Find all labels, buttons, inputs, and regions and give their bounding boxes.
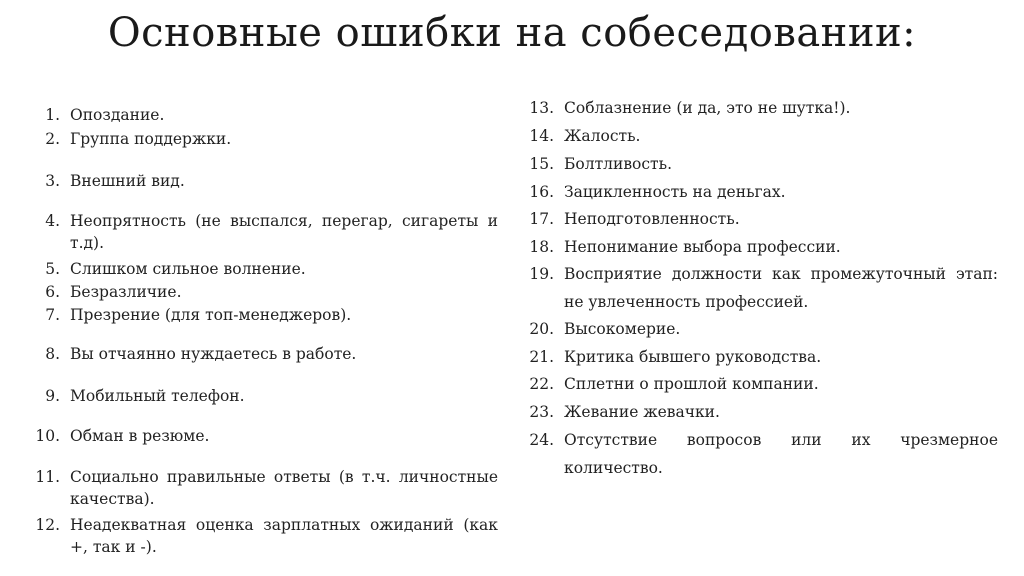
list-item (522, 426, 998, 482)
item-number: 14. (529, 127, 554, 145)
item-text: Внешний вид. (70, 172, 185, 190)
item-text: Высокомерие. (564, 320, 681, 338)
item-text: Критика бывшего руководства. (564, 348, 822, 366)
list-item (522, 260, 998, 316)
item-text: Непонимание выбора профессии. (564, 238, 841, 256)
item-number: 20. (529, 320, 554, 338)
item-number: 4. (45, 212, 60, 230)
item-number: 11. (35, 468, 60, 486)
item-number: 7. (45, 306, 60, 324)
item-text: Восприятие должности как промежуточный этап: не увлеченность профессией. (564, 265, 998, 311)
list-item (28, 466, 498, 510)
item-text: Соблазнение (и да, это не шутка!). (564, 99, 851, 117)
list-item (522, 233, 998, 261)
item-text: Мобильный телефон. (70, 387, 245, 405)
item-number: 12. (35, 516, 60, 534)
item-number: 5. (45, 260, 60, 278)
list-item (522, 122, 998, 150)
list-item (522, 94, 998, 122)
list-item (28, 128, 498, 150)
item-number: 2. (45, 130, 60, 148)
item-text: Жевание жевачки. (564, 403, 720, 421)
item-number: 13. (529, 99, 554, 117)
item-number: 22. (529, 375, 554, 393)
item-number: 17. (529, 210, 554, 228)
list-item (28, 304, 498, 326)
item-text: Зацикленность на деньгах. (564, 183, 786, 201)
list-item (522, 205, 998, 233)
list-item (28, 281, 498, 303)
item-text: Слишком сильное волнение. (70, 260, 306, 278)
item-number: 23. (529, 403, 554, 421)
item-text: Обман в резюме. (70, 427, 210, 445)
item-text: Презрение (для топ-менеджеров). (70, 306, 352, 324)
list-item (28, 385, 498, 407)
list-item (28, 210, 498, 254)
list-item (28, 170, 498, 192)
item-text: Неподготовленность. (564, 210, 740, 228)
item-text: Неадекватная оценка зарплатных ожиданий (как +, так и -). (70, 516, 498, 556)
item-number: 18. (529, 238, 554, 256)
list-item (522, 343, 998, 371)
item-text: Сплетни о прошлой компании. (564, 375, 819, 393)
item-text: Неопрятность (не выспался, перегар, сигареты и т.д). (70, 212, 498, 252)
slide-title: Основные ошибки на собеседовании: (107, 10, 917, 56)
item-number: 3. (45, 172, 60, 190)
list-item (522, 150, 998, 178)
item-number: 15. (529, 155, 554, 173)
list-item (28, 343, 498, 365)
item-number: 6. (45, 283, 60, 301)
item-number: 16. (529, 183, 554, 201)
item-number: 8. (45, 345, 60, 363)
item-text: Вы отчаянно нуждаетесь в работе. (70, 345, 357, 363)
item-number: 19. (529, 265, 554, 283)
item-number: 10. (35, 427, 60, 445)
item-text: Отсутствие вопросов или их чрезмерное количество. (564, 431, 998, 477)
list-item (28, 104, 498, 126)
list-item (522, 178, 998, 206)
item-text: Болтливость. (564, 155, 673, 173)
item-number: 1. (45, 106, 60, 124)
list-item (522, 398, 998, 426)
list-item (28, 514, 498, 558)
item-text: Жалость. (564, 127, 641, 145)
list-item (522, 315, 998, 343)
item-number: 21. (529, 348, 554, 366)
item-text: Опоздание. (70, 106, 165, 124)
item-text: Социально правильные ответы (в т.ч. личностные качества). (70, 468, 498, 508)
item-number: 9. (45, 387, 60, 405)
list-item (28, 425, 498, 447)
item-text: Безразличие. (70, 283, 182, 301)
list-item (522, 370, 998, 398)
list-item (28, 258, 498, 280)
item-text: Группа поддержки. (70, 130, 232, 148)
item-number: 24. (529, 431, 554, 449)
